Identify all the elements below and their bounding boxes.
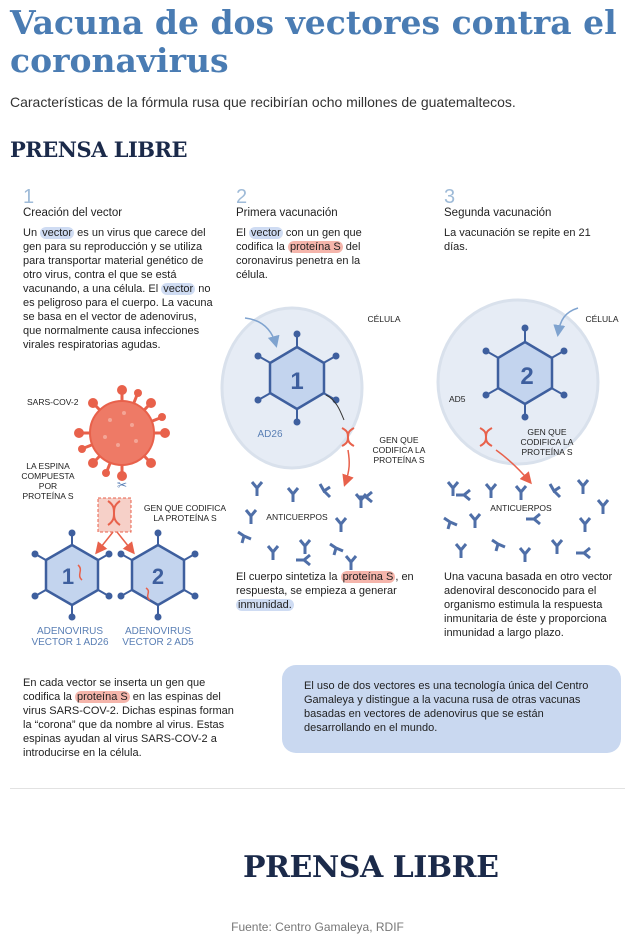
label-cell-2: CÉLULA [585, 314, 619, 324]
step-1-text: Un vector es un virus que carece del gen para su reproducción y se utiliza para transportar material genético de otro virus, contra el que se está vacunando, a una célula. El vector no es peligroso para el cuerpo. La vacuna se basa en el vector de adenovirus, que normalmente causa infecciones virales respiratorias agudas. [23, 227, 213, 351]
label-adenovirus-1: ADENOVIRUS VECTOR 1 AD26 [31, 626, 109, 648]
label-antibodies-2: ANTICUERPOS [490, 503, 552, 513]
source-text: Fuente: Centro Gamaleya, RDIF [231, 920, 404, 934]
label-ad26: AD26 [257, 429, 283, 440]
svg-text:1: 1 [290, 368, 304, 395]
step-3-number: 3 [444, 186, 456, 208]
step-3-text: La vacunación se repite en 21 días. [444, 227, 591, 253]
sars-cov-2-virus-icon [74, 385, 170, 481]
step-2-text: El vector con un gen que codifica la proteína S del coronavirus penetra en la célula. [236, 227, 362, 281]
svg-text:1: 1 [61, 564, 75, 589]
label-antibodies-1: ANTICUERPOS [266, 512, 328, 522]
label-spike: LA ESPINA COMPUESTA POR PROTEÍNA S [21, 461, 75, 501]
adenovirus-vector-2-icon [118, 530, 199, 621]
label-ad5: AD5 [449, 394, 466, 404]
label-gene-protein-2: GEN QUE CODIFICA LA PROTEÍNA S [520, 427, 574, 457]
label-gene-protein-1: GEN QUE CODIFICA LA PROTEÍNA S [372, 435, 426, 465]
step-1-title: Creación del vector [23, 207, 123, 219]
svg-text:2: 2 [520, 363, 534, 390]
antibodies-group-1 [238, 482, 372, 570]
label-adenovirus-2: ADENOVIRUS VECTOR 2 AD5 [122, 626, 194, 648]
brand-logo: PRENSA LIBRE [10, 137, 188, 162]
page-title: Vacuna de dos vectores contra el coronavirus [10, 3, 617, 80]
label-gene-spike: GEN QUE CODIFICA LA PROTEÍNA S [143, 503, 227, 523]
scissors-icon: ✂ [116, 478, 128, 492]
page-subtitle: Características de la fórmula rusa que recibirían ocho millones de guatemaltecos. [10, 94, 516, 110]
step-3-title: Segunda vacunación [444, 207, 552, 219]
second-vector-text: Una vacuna basada en otro vector adenoviral desconocido para el organismo estimula la respuesta inmunitaria de éste y proporciona inmunidad a largo plazo. [444, 571, 613, 639]
immunity-text: El cuerpo sintetiza la proteína S , en respuesta, se empieza a generar inmunidad. [236, 571, 414, 611]
cell-1-icon [222, 308, 362, 484]
label-cell-1: CÉLULA [367, 314, 401, 324]
step-2-number: 2 [236, 186, 248, 208]
info-box: El uso de dos vectores es una tecnología única del Centro Gamaleya y distingue a la vacuna rusa de otras vacunas basadas en vectores de adenovirus que se están desarrollando en el mundo. [282, 665, 621, 753]
adenovirus-vector-1-icon [32, 530, 113, 621]
footer-logo: PRENSA LIBRE [243, 850, 499, 885]
vector-insertion-text: En cada vector se inserta un gen que codifica la proteína S en las espinas del virus SARS-COV-2. Dichas espinas forman la “corona” que da nombre al virus. Estas espinas ayudan al virus SARS-COV-2 a introducirse en la célula. [23, 677, 234, 759]
antibodies-group-2 [444, 480, 608, 562]
svg-text:2: 2 [151, 564, 165, 589]
step-1-number: 1 [23, 186, 35, 208]
divider [10, 788, 625, 789]
step-2-title: Primera vacunación [236, 207, 338, 219]
label-sars-cov-2: SARS-COV-2 [27, 397, 79, 407]
